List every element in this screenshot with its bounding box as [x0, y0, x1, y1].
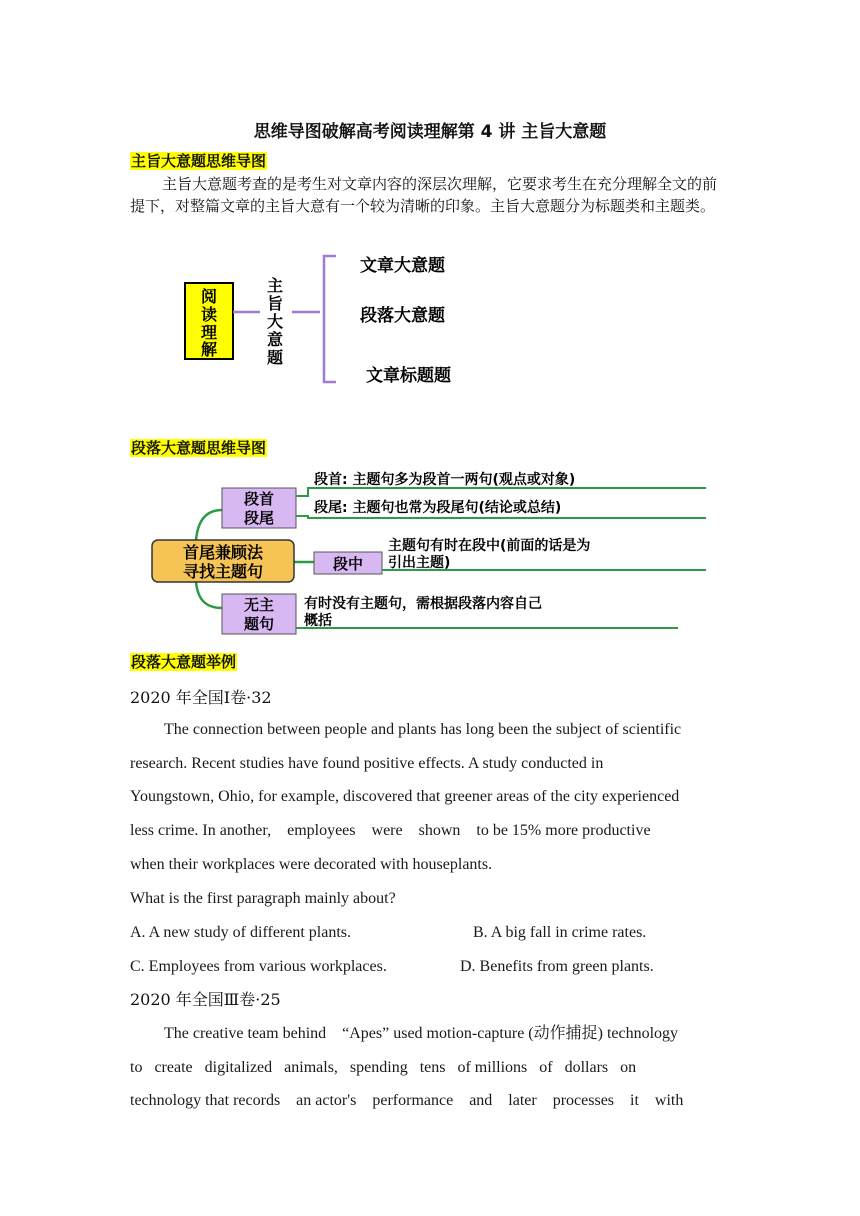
- option-b: B. A big fall in crime rates.: [473, 924, 647, 941]
- node-head-tail-desc-1: 段首: 主题句多为段首一两句(观点或对象): [314, 472, 576, 488]
- center-node-line-2: 寻找主题句: [182, 562, 264, 581]
- section-heading-text: 段落大意题思维导图: [131, 439, 267, 457]
- node-head-tail-line-1: 段首: [243, 490, 275, 508]
- underline-tail: [296, 516, 706, 518]
- option-d: D. Benefits from green plants.: [460, 958, 654, 975]
- middle-char-4: 意: [266, 330, 284, 349]
- underline-head: [296, 488, 706, 496]
- node-middle-desc-1: 主题句有时在段中(前面的话是为: [388, 538, 591, 554]
- example2-passage-line-1: The creative team behind “Apes” used motion-capture (动作捕捉) technology: [164, 1025, 679, 1042]
- branch-article-title: 文章标题题: [366, 366, 451, 386]
- node-head-tail-desc-2: 段尾: 主题句也常为段尾句(结论或总结): [314, 500, 562, 516]
- example1-passage-line-2: research. Recent studies have found positive effects. A study conducted in: [130, 754, 604, 772]
- mindmap-diagram-main-idea: [180, 248, 540, 390]
- root-char-3: 理: [200, 323, 218, 342]
- intro-paragraph-text: 主旨大意题考查的是考生对文章内容的深层次理解，它要求考生在充分理解全文的前提下，对整篇文章的主旨大意有一个较为清晰的印象。主旨大意题分为标题类和主题类。: [130, 175, 718, 215]
- branch-paragraph-main-idea: 段落大意题: [360, 306, 445, 326]
- example1-source: 2020 年全国Ⅰ卷·32: [130, 688, 272, 707]
- node-no-topic-desc-1: 有时没有主题句，需根据段落内容自己: [304, 596, 542, 612]
- example2-passage: [130, 1017, 726, 1118]
- middle-char-2: 旨: [266, 294, 284, 313]
- example2-passage-line-2: to create digitalized animals, spending tens of millions of dollars on: [130, 1058, 637, 1076]
- branch-article-main-idea: 文章大意题: [360, 256, 445, 276]
- example1-passage-line-5: when their workplaces were decorated with houseplants.: [130, 855, 493, 873]
- node-no-topic-desc-2: 概括: [304, 613, 332, 629]
- node-no-topic-line-1: 无主: [243, 596, 275, 614]
- root-char-2: 读: [200, 305, 218, 324]
- node-middle-label: 段中: [332, 555, 364, 573]
- node-no-topic-line-2: 题句: [243, 615, 275, 633]
- example2-passage-line-3: technology that records an actor's performance and later processes it with: [130, 1092, 684, 1110]
- section-heading-paragraph-mindmap: [130, 438, 267, 458]
- mindmap-diagram-paragraph: [148, 466, 710, 642]
- example1-passage-line-3: Youngstown, Ohio, for example, discovered that greener areas of the city experienced: [130, 788, 680, 806]
- page-title: 思维导图破解高考阅读理解第 4 讲 主旨大意题: [253, 122, 607, 142]
- node-middle-desc-2: 引出主题): [388, 555, 451, 571]
- middle-char-3: 大: [266, 312, 284, 331]
- intro-paragraph: [130, 173, 730, 217]
- bracket: [324, 256, 336, 382]
- center-node-line-1: 首尾兼顾法: [182, 543, 264, 562]
- section-heading-example: [130, 652, 237, 672]
- section-heading-mindmap: [130, 151, 267, 171]
- example1-question: What is the first paragraph mainly about?: [130, 890, 396, 907]
- section-heading-text: 段落大意题举例: [131, 653, 237, 671]
- example1-passage-line-4: less crime. In another, employees were shown to be 15% more productive: [130, 822, 651, 840]
- option-a: A. A new study of different plants.: [130, 924, 352, 941]
- middle-char-5: 题: [266, 348, 284, 367]
- middle-char-1: 主: [266, 276, 284, 295]
- example1-passage: [130, 713, 726, 882]
- section-heading-text: 主旨大意题思维导图: [131, 152, 267, 170]
- node-head-tail-line-2: 段尾: [243, 509, 275, 527]
- option-c: C. Employees from various workplaces.: [130, 958, 387, 975]
- branch-curve-bottom: [196, 582, 222, 608]
- root-char-1: 阅: [200, 287, 218, 306]
- example2-source: 2020 年全国Ⅲ卷·25: [130, 990, 281, 1009]
- example1-passage-line-1: The connection between people and plants has long been the subject of scientific: [164, 721, 682, 738]
- branch-curve-top: [196, 510, 222, 540]
- root-char-4: 解: [200, 340, 218, 359]
